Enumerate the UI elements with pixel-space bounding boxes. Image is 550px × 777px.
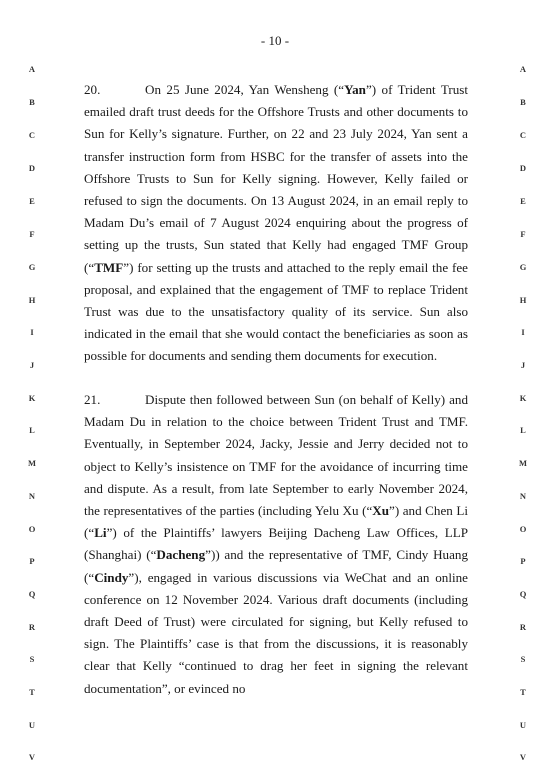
margin-letter-c: C <box>519 130 527 140</box>
margin-letter-q: Q <box>519 589 527 599</box>
left-margin-letters <box>22 0 42 777</box>
margin-letter-o: O <box>28 524 36 534</box>
text-segment: ”) of Trident Trust emailed draft trust deeds for the Offshore Trusts and other documents to Sun for Kelly’s signature. Further, on 22 and 23 July 2024, Yan sent a transfer instruction form from HSBC for the transfer of assets into the Offshore Trusts to Sun for Kelly signing. However, Kelly failed or refused to sign the documents. On 13 August 2024, in an email reply to Madam Du’s email of 7 August 2024 enquiring about the progress of setting up the trusts, Sun stated that Kelly had engaged TMF Group (“ <box>84 82 469 275</box>
paragraph-20 <box>84 79 468 368</box>
margin-letter-e: E <box>29 196 35 206</box>
margin-letter-a: A <box>28 64 36 74</box>
margin-letter-c: C <box>28 130 36 140</box>
paragraph-body <box>84 82 468 363</box>
margin-letter-k: K <box>519 393 527 403</box>
margin-letter-v: V <box>519 752 527 762</box>
margin-letter-m: M <box>518 458 528 468</box>
paragraph-number: 21. <box>84 392 101 407</box>
text-segment: ”) and Chen Li (“ <box>84 503 468 541</box>
margin-letter-l: L <box>29 425 35 435</box>
margin-letter-t: T <box>520 687 526 697</box>
margin-letter-v: V <box>28 752 36 762</box>
text-segment: ”) of the Plaintiffs’ lawyers Beijing Dacheng Law Offices, LLP (Shanghai) (“ <box>84 525 468 563</box>
defined-term: Xu <box>372 503 390 519</box>
margin-letter-m: M <box>27 458 37 468</box>
defined-term: Cindy <box>94 569 129 585</box>
text-segment: On 25 June 2024, Yan Wensheng (“ <box>145 82 345 97</box>
margin-letter-u: U <box>28 720 36 730</box>
margin-letter-j: J <box>29 360 35 370</box>
margin-letter-a: A <box>519 64 527 74</box>
paragraph-number: 20. <box>84 82 101 97</box>
margin-letter-h: H <box>519 295 527 305</box>
margin-letter-o: O <box>519 524 527 534</box>
margin-letter-e: E <box>520 196 526 206</box>
margin-letter-g: G <box>28 262 36 272</box>
margin-letter-d: D <box>28 163 36 173</box>
margin-letter-p: P <box>29 556 35 566</box>
margin-letter-b: B <box>520 97 526 107</box>
margin-letter-u: U <box>519 720 527 730</box>
margin-letter-s: S <box>520 654 526 664</box>
margin-letter-q: Q <box>28 589 36 599</box>
defined-term: Li <box>94 525 107 541</box>
margin-letter-l: L <box>520 425 526 435</box>
paragraph-body <box>84 392 468 696</box>
margin-letter-h: H <box>28 295 36 305</box>
text-segment: ”)) and the representative of TMF, Cindy Huang (“ <box>84 547 469 585</box>
margin-letter-g: G <box>519 262 527 272</box>
page-number: - 10 - <box>260 33 290 48</box>
defined-term: Dacheng <box>156 547 206 563</box>
text-segment: ”), engaged in various discussions via WeChat and an online conference on 12 November 2024. Various draft documents (including draft Deed of Trust) were circulated for signing, but Kelly refused to sign. The Plaintiffs’ case is that from the discussions, it is reasonably clear that Kelly “continued to drag her feet in signing the relevant documentation”, or evinced no <box>84 569 468 696</box>
margin-letter-n: N <box>28 491 36 501</box>
margin-letter-j: J <box>520 360 526 370</box>
text-segment: Dispute then followed between Sun (on behalf of Kelly) and Madam Du in relation to the choice between Trident Trust and TMF. Eventually, in September 2024, Jacky, Jessie and Jerry decided not to object to Kelly’s insistence on TMF for the avoidance of incurring time and dispute. As a result, from late September to early November 2024, the representatives of the parties (including Yelu Xu (“ <box>84 392 468 519</box>
margin-letter-r: R <box>519 622 527 632</box>
margin-letter-s: S <box>29 654 35 664</box>
margin-letter-p: P <box>520 556 526 566</box>
text-segment: ”) for setting up the trusts and attached to the reply email the fee proposal, and explained that the engagement of TMF to replace Trident Trust was due to the unsatisfactory quality of its service. Sun also indicated in the email that she would contact the beneficiaries as soon as possible for documents and sending them documents for execution. <box>84 259 468 364</box>
margin-letter-i: I <box>521 327 525 337</box>
margin-letter-f: F <box>29 229 35 239</box>
defined-term: Yan <box>344 82 366 97</box>
margin-letter-d: D <box>519 163 527 173</box>
margin-letter-t: T <box>29 687 35 697</box>
right-margin-letters <box>513 0 533 777</box>
margin-letter-i: I <box>30 327 34 337</box>
margin-letter-n: N <box>519 491 527 501</box>
margin-letter-k: K <box>28 393 36 403</box>
margin-letter-r: R <box>28 622 36 632</box>
margin-letter-b: B <box>29 97 35 107</box>
defined-term: TMF <box>94 259 124 275</box>
margin-letter-f: F <box>520 229 526 239</box>
paragraph-21 <box>84 389 468 700</box>
